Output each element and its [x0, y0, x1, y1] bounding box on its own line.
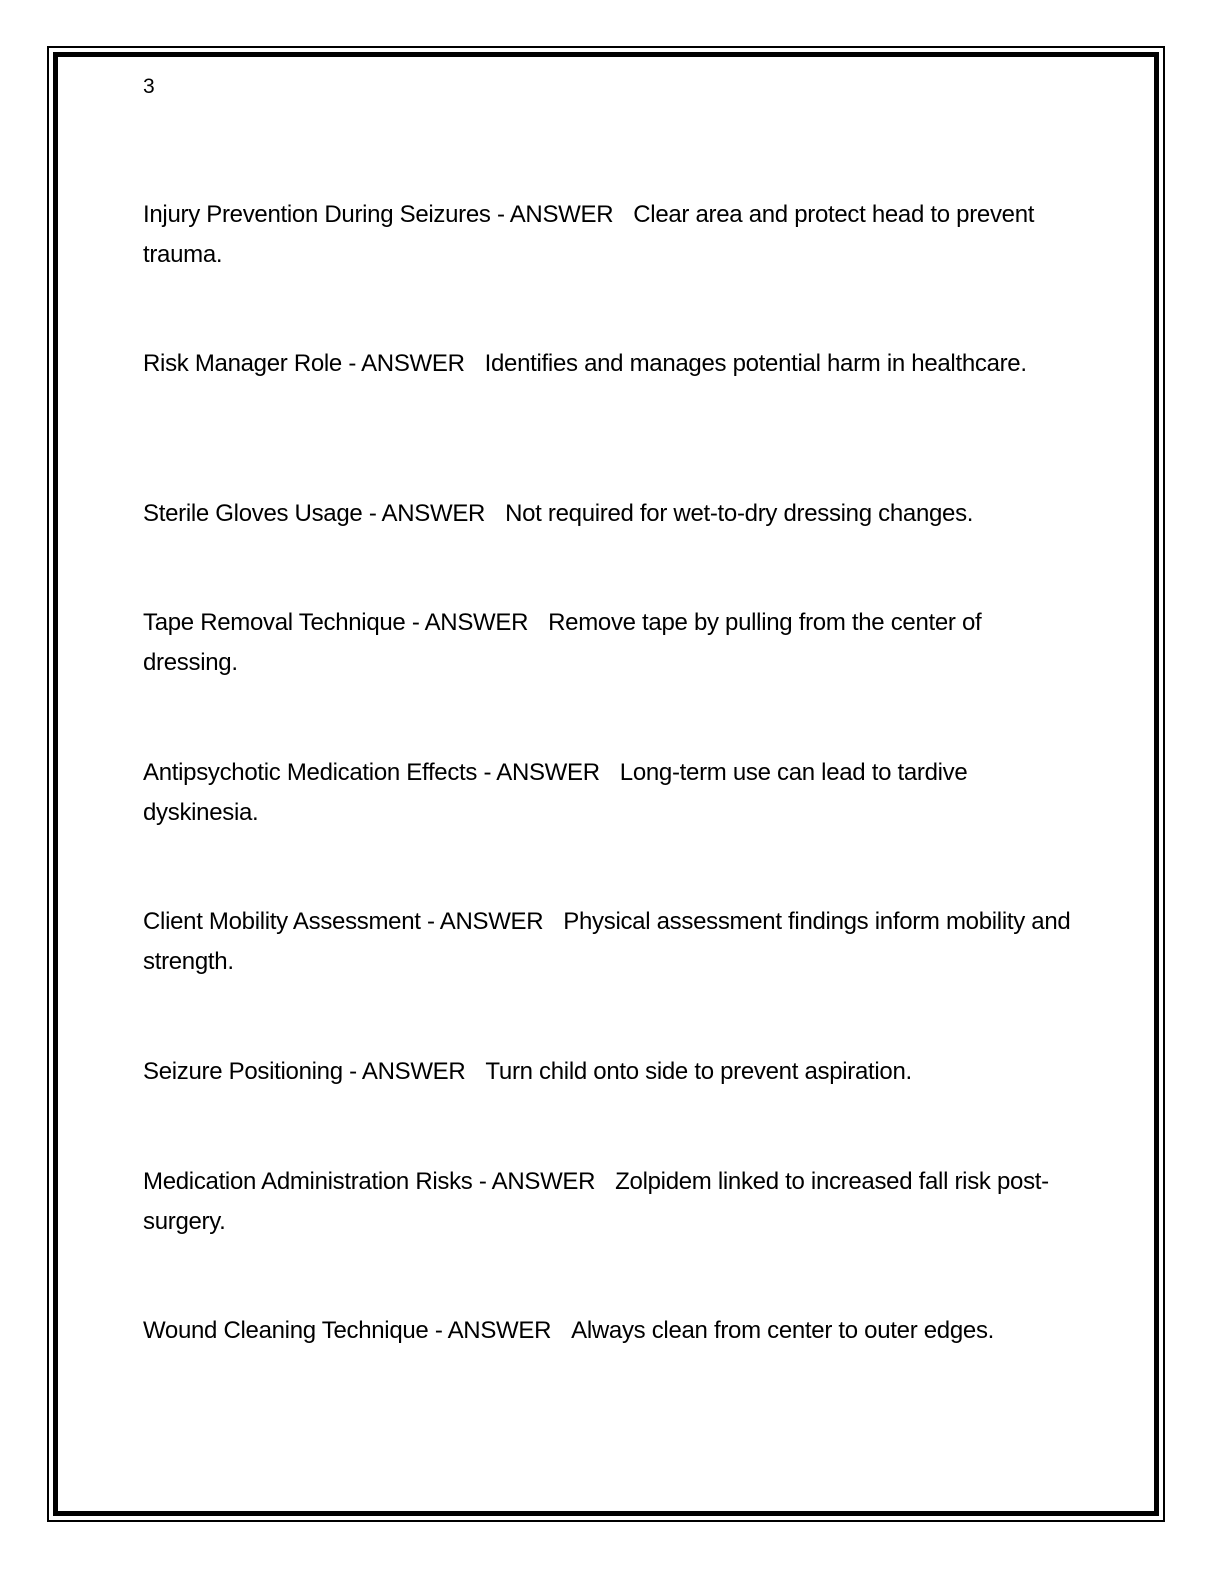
qa-separator: - ANSWER [349, 1058, 466, 1085]
qa-entry-medication-risks [143, 1162, 1073, 1242]
qa-answer: Turn child onto side to prevent aspiration. [485, 1058, 912, 1085]
qa-entry-antipsychotic [143, 753, 1073, 833]
qa-entry-seizure-positioning [143, 1052, 1073, 1092]
qa-answer: Not required for wet-to-dry dressing changes. [505, 500, 974, 527]
qa-separator: - ANSWER [368, 500, 486, 527]
qa-separator: - ANSWER [411, 609, 529, 636]
qa-separator: - ANSWER [496, 201, 614, 228]
qa-separator: - ANSWER [483, 759, 600, 786]
qa-entry-injury-prevention [143, 195, 1073, 275]
qa-term: Risk Manager Role [143, 350, 342, 377]
qa-term: Wound Cleaning Technique [143, 1317, 429, 1344]
qa-answer: Always clean from center to outer edges. [571, 1317, 995, 1344]
qa-term: Medication Administration Risks [143, 1168, 473, 1195]
qa-separator: - ANSWER [434, 1317, 552, 1344]
qa-entry-sterile-gloves [143, 494, 1073, 534]
qa-answer: Remove tape by pulling from the center of dressing. [143, 609, 982, 676]
qa-term: Injury Prevention During Seizures [143, 201, 491, 228]
qa-answer: Clear area and protect head to prevent trauma. [143, 201, 1035, 268]
qa-term: Antipsychotic Medication Effects [143, 759, 478, 786]
qa-separator: - ANSWER [427, 908, 544, 935]
qa-term: Seizure Positioning [143, 1058, 343, 1085]
qa-term: Client Mobility Assessment [143, 908, 421, 935]
qa-answer: Zolpidem linked to increased fall risk post-surgery. [143, 1168, 1049, 1235]
qa-answer: Long-term use can lead to tardive dyskinesia. [143, 759, 968, 826]
qa-entry-wound-cleaning [143, 1311, 1073, 1351]
qa-entry-tape-removal [143, 603, 1073, 683]
qa-entry-client-mobility [143, 902, 1073, 982]
qa-answer: Identifies and manages potential harm in healthcare. [484, 350, 1027, 377]
qa-answer: Physical assessment findings inform mobility and strength. [143, 908, 1071, 975]
qa-term: Sterile Gloves Usage [143, 500, 363, 527]
qa-separator: - ANSWER [348, 350, 465, 377]
page-number: 3 [143, 75, 155, 98]
qa-term: Tape Removal Technique [143, 609, 406, 636]
qa-entry-risk-manager [143, 344, 1073, 384]
qa-separator: - ANSWER [478, 1168, 596, 1195]
